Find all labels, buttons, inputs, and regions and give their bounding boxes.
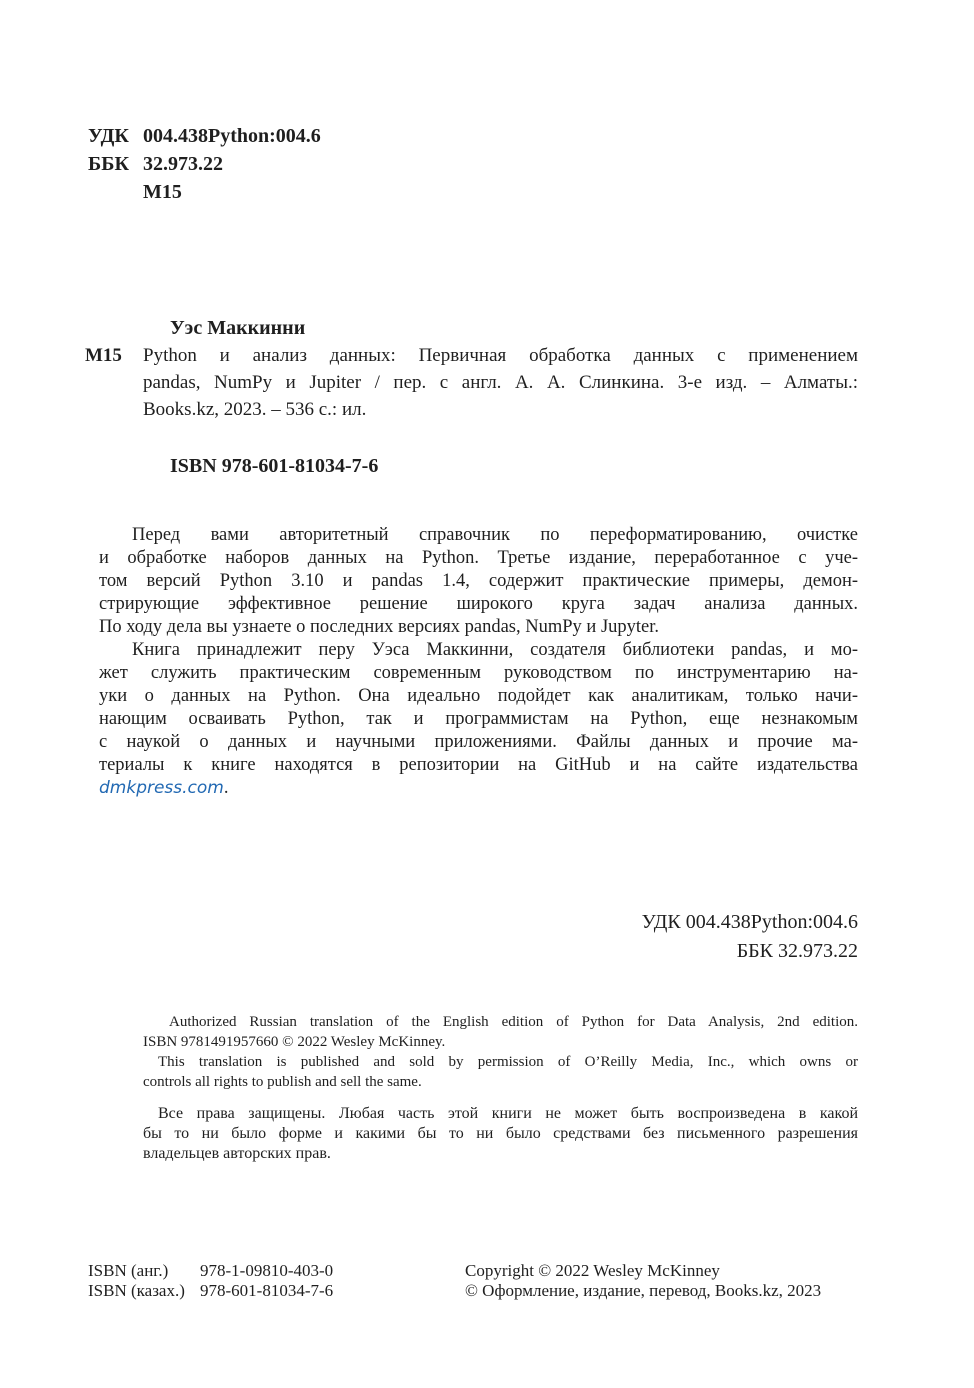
annotation-block (99, 524, 858, 800)
udk-right-line: УДК 004.438Python:004.6 (641, 911, 858, 933)
annotation-line: нающим осваивать Python, так и программистам на Python, еще незнакомым (99, 709, 858, 729)
rights-line: владельцев авторских прав. (143, 1145, 331, 1162)
copyright-line-en: Copyright © 2022 Wesley McKinney (465, 1261, 720, 1280)
annotation-line: том версий Python 3.10 и pandas 1.4, содержит практические примеры, демон- (99, 571, 858, 591)
annotation-line: По ходу дела вы узнаете о последних версиях pandas, NumPy и Jupyter. (99, 617, 660, 637)
bibliographic-record (143, 342, 858, 423)
record-line: Python и анализ данных: Первичная обработка данных с применением (143, 345, 858, 366)
annotation-line: стрирующие эффективное решение широкого круга задач анализа данных. (99, 594, 858, 614)
udk-bbk-right-block (642, 908, 858, 966)
english-line: Authorized Russian translation of the English edition of Python for Data Analysis, 2nd edition. (169, 1014, 858, 1030)
rights-line: бы то ни было форме и какими бы то ни было средствами без письменного разрешения (143, 1125, 858, 1142)
copyright-line-ru: © Оформление, издание, перевод, Books.kz, 2023 (465, 1281, 822, 1300)
footer-isbn-row (88, 1281, 333, 1301)
main-isbn: ISBN 978-601-81034-7-6 (170, 455, 379, 477)
author-name: Уэс Маккинни (170, 317, 306, 339)
rights-line: Все права защищены. Любая часть этой книги не может быть воспроизведена в какой (158, 1105, 858, 1122)
rights-block (143, 1104, 858, 1164)
udk-bbk-block (88, 122, 321, 206)
footer-isbn-kz-value: 978-601-81034-7-6 (200, 1281, 334, 1300)
bbk-row (88, 150, 321, 178)
bbk-label: ББК (88, 153, 129, 175)
annotation-line: жет служить практическим современным руководством по инструментарию на- (99, 663, 858, 683)
udk-value: 004.438Python:004.6 (143, 125, 321, 147)
annotation-line (99, 777, 858, 800)
bbk-value: 32.973.22 (143, 153, 223, 175)
m15-code: М15 (143, 181, 182, 203)
footer-isbn-en-value: 978-1-09810-403-0 (200, 1261, 334, 1280)
english-line: This translation is published and sold by permission of O’Reilly Media, Inc., which owns or (158, 1054, 858, 1070)
annotation-line: и обработке наборов данных на Python. Третье издание, переработанное с уче- (99, 548, 858, 568)
footer-copyright-block (465, 1261, 821, 1301)
footer-isbn-row (88, 1261, 333, 1281)
annotation-line: Перед вами авторитетный справочник по переформатированию, очистке (132, 525, 858, 545)
annotation-line: уки о данных на Python. Она идеально подойдет как аналитикам, только начи- (99, 686, 858, 706)
bbk-right-line: ББК 32.973.22 (736, 940, 858, 962)
record-line: Books.kz, 2023. – 536 с.: ил. (143, 399, 367, 420)
udk-label: УДК (88, 125, 129, 147)
annotation-line: с наукой о данных и научными приложениями. Файлы данных и прочие ма- (99, 732, 858, 752)
english-copyright-block (143, 1012, 858, 1092)
english-line: ISBN 9781491957660 © 2022 Wesley McKinney. (143, 1034, 446, 1050)
record-line: pandas, NumPy и Jupiter / пер. с англ. А. А. Слинкина. 3-е изд. – Алматы.: (143, 372, 858, 393)
footer-isbn-kz-label: ISBN (казах.) (88, 1281, 185, 1300)
annotation-line: Книга принадлежит перу Уэса Маккинни, создателя библиотеки pandas, и мо- (132, 640, 858, 660)
udk-row (88, 122, 321, 150)
footer-isbn-en-label: ISBN (анг.) (88, 1261, 169, 1280)
annotation-line: териалы к книге находятся в репозитории на GitHub и на сайте издательства (99, 755, 858, 775)
publisher-site-link[interactable]: dmkpress.com (99, 778, 224, 798)
link-suffix: . (223, 778, 229, 798)
m15-row (88, 178, 321, 206)
footer-isbn-block (88, 1261, 333, 1301)
record-m15-code: М15 (85, 345, 122, 366)
english-line: controls all rights to publish and sell the same. (143, 1074, 422, 1090)
